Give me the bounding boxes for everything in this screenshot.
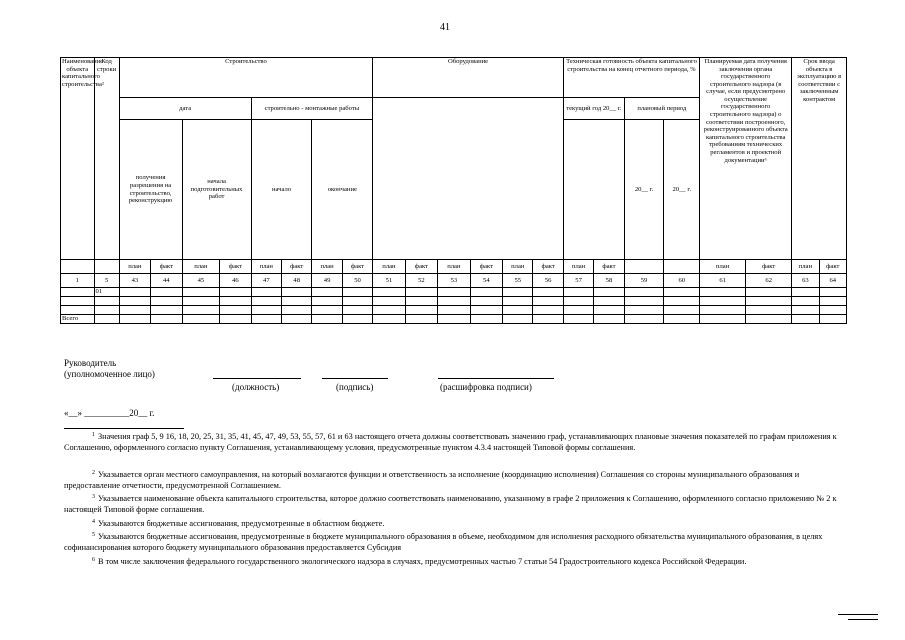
footnote-6: $^6$ В том числе заключения федерального государственного экологического надзора в случаях, предусмотренных частью 7 статьи 54 Градостроительного кодекса Российской Федерации. [92, 557, 747, 566]
date-line: «__» __________20__ г. [64, 408, 155, 418]
column-number: 64 [819, 274, 847, 288]
fact-label: факт [220, 260, 251, 274]
decoding-line [438, 378, 554, 379]
header-object-name: Наименование объекта капитального строительства² [61, 58, 95, 260]
column-number: 58 [594, 274, 624, 288]
total-row [61, 315, 847, 324]
corner-mark [848, 619, 878, 620]
signature-caption: (подпись) [336, 382, 374, 392]
header-date: дата [119, 98, 251, 120]
header-equipment: Оборудование [373, 58, 564, 98]
signature-block [64, 358, 155, 381]
fact-label: факт [533, 260, 563, 274]
footnote-1: $^1$ Значения граф 5, 9 16, 18, 20, 25, 31, 35, 41, 45, 47, 49, 53, 55, 57, 61 и 63 настоящего отчета должны соответствовать значению граф, устанавливающих плановые значения показателей по графам приложения к Соглашению, оформленного согласно пункту Соглашения, устанавливающему условия, предусмотренные пунктом 4.3.4 настоящей Типовой формы соглашения. [64, 432, 837, 453]
fact-label: факт [282, 260, 312, 274]
column-number: 49 [312, 274, 342, 288]
header-end: окончание [312, 120, 373, 260]
column-number: 59 [624, 274, 664, 288]
plan-label: план [373, 260, 405, 274]
column-number: 61 [700, 274, 746, 288]
header-prep-start: начала подготовительных работ [182, 120, 251, 260]
column-number: 53 [438, 274, 470, 288]
plan-label: план [438, 260, 470, 274]
column-number: 47 [251, 274, 281, 288]
header-start: начало [251, 120, 312, 260]
corner-mark [838, 614, 878, 615]
position-line [213, 378, 301, 379]
plan-label: план [792, 260, 819, 274]
plan-label: план [182, 260, 220, 274]
column-number: 44 [151, 274, 182, 288]
header-works: строительно - монтажные работы [251, 98, 373, 120]
plan-label: план [119, 260, 150, 274]
total-label: Всего [61, 315, 95, 324]
column-number: 43 [119, 274, 150, 288]
fact-label: факт [470, 260, 502, 274]
fact-label: факт [342, 260, 372, 274]
column-number: 1 [61, 274, 95, 288]
decoding-caption: (расшифровка подписи) [440, 382, 532, 392]
header-plan-period: плановый период [624, 98, 699, 120]
table-row [61, 306, 847, 315]
column-number-row [61, 274, 847, 288]
fact-label: факт [819, 260, 847, 274]
fact-label: факт [746, 260, 792, 274]
footnote-2: $^2$ Указывается орган местного самоуправления, на который возлагаются функции и ответственность за исполнение (координацию исполнения) Соглашения со стороны муниципального образования и предоставление отчетности, предусмотренной Соглашением. [64, 470, 800, 491]
column-number: 51 [373, 274, 405, 288]
footnote-4: $^4$ Указываются бюджетные ассигнования, предусмотренные в областном бюджете. [92, 519, 385, 528]
column-number: 54 [470, 274, 502, 288]
fact-label: факт [594, 260, 624, 274]
table-row [61, 288, 847, 297]
plan-label: план [563, 260, 593, 274]
header-year-2: 20__ г. [664, 120, 700, 260]
header-permit: получения разрешения на строительство, реконструкцию [119, 120, 182, 260]
page-number: 41 [440, 22, 450, 33]
authorized-label: (уполномоченное лицо) [64, 369, 155, 380]
position-caption: (должность) [232, 382, 280, 392]
footnote-rule [64, 428, 184, 429]
column-number: 55 [503, 274, 533, 288]
table-row [61, 297, 847, 306]
plan-label: план [700, 260, 746, 274]
column-number: 62 [746, 274, 792, 288]
footnote-3: $^3$ Указывается наименование объекта капитального строительства, которое должно соответствовать наименованию, указанному в графе 2 приложения к Соглашению, оформленного согласно приложению № 2 к настоящей Типовой форме соглашения. [64, 494, 837, 515]
row-code: 01 [94, 288, 119, 297]
column-number: 60 [664, 274, 700, 288]
header-deadline: Срок ввода объекта в эксплуатацию в соответствии с заключенным контрактом [792, 58, 847, 260]
fact-label: факт [151, 260, 182, 274]
signature-line [322, 378, 388, 379]
plan-label: план [251, 260, 281, 274]
column-number: 48 [282, 274, 312, 288]
column-number: 46 [220, 274, 251, 288]
column-number: 57 [563, 274, 593, 288]
header-year-1: 20__ г. [624, 120, 664, 260]
column-number: 5 [94, 274, 119, 288]
fact-label: факт [405, 260, 437, 274]
column-number: 45 [182, 274, 220, 288]
head-label: Руководитель [64, 358, 117, 368]
plan-label: план [312, 260, 342, 274]
column-number: 50 [342, 274, 372, 288]
header-current-year: текущий год 20__ г. [563, 98, 624, 120]
footnote-5: $^5$ Указываются бюджетные ассигнования, предусмотренные в бюджете муниципального образования в объеме, необходимом для исполнения расходного обязательства муниципального образования, в целях софинансирования которого бюджету муниципального образования предоставляется Субсидия [64, 532, 823, 553]
header-readiness: Техническая готовность объекта капитального строительства на конец отчетного периода, % [563, 58, 699, 98]
header-row-code: Код строки [94, 58, 119, 260]
column-number: 56 [533, 274, 563, 288]
report-table [60, 57, 847, 324]
header-planned-date: Планируемая дата получения заключения органа государственного строительного надзора (в случае, если предусмотрено осуществление государственного строительного надзора) о соответствии построенного, реконструированного объекта капитального строительства требованиям технических регламентов и проектной документации⁶ [700, 58, 792, 260]
header-construction: Строительство [119, 58, 373, 98]
column-number: 52 [405, 274, 437, 288]
plan-label: план [503, 260, 533, 274]
plan-fact-row [61, 260, 847, 274]
column-number: 63 [792, 274, 819, 288]
